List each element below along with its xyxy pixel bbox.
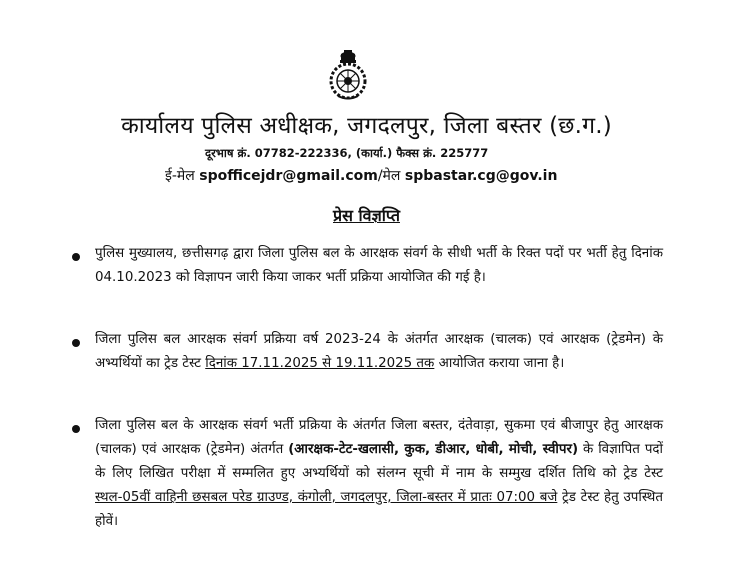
phone-fax-line: दूरभाष क्रं. 07782-222336, (कार्या.) फैक्स क्रं. 225777 [205,146,489,160]
bullet-3 [72,425,80,433]
paragraph-2 [95,328,663,376]
paragraph-2-text: जिला पुलिस बल आरक्षक संवर्ग प्रक्रिया वर्ष 2023-24 के अंतर्गत आरक्षक (चालक) एवं आरक्षक (ट्रेडमेन) के अभ्यर्थियों का ट्रेड टेस्ट [95,332,663,371]
paragraph-2-end: आयोजित कराया जाना है। [434,356,565,371]
press-release-heading: प्रेस विज्ञप्ति [333,206,400,225]
email-primary-link[interactable]: spofficejdr@gmail.com [199,168,378,184]
email-separator: /मेल [377,168,405,184]
test-venue: स्थल-05वीं वाहिनी छसबल परेड ग्राउण्ड, कंगोली, जगदलपुर, जिला-बस्तर में प्रातः 07:00 बजे [95,490,558,505]
paragraph-1: पुलिस मुख्यालय, छत्तीसगढ़ द्वारा जिला पुलिस बल के आरक्षक संवर्ग के सीधी भर्ती के रिक्त पदों पर भर्ती हेतु दिनांक 04.10.2023 को विज्ञापन जारी किया जाकर भर्ती प्रक्रिया आयोजित की गई है। [95,246,663,285]
paragraph-3-end: ट्रेड टेस्ट हेतु उपस्थित होवें। [95,490,663,529]
trade-list: (आरक्षक-टेट-खलासी, कुक, डीआर, धोबी, मोची, स्वीपर) [288,442,579,457]
email-prefix: ई-मेल [165,168,200,184]
email-secondary-link[interactable]: spbastar.cg@gov.in [404,168,558,184]
paragraph-3-text: जिला पुलिस बल के आरक्षक संवर्ग भर्ती प्रक्रिया के अंतर्गत जिला बस्तर, दंतेवाड़ा, सुकमा एवं बीजापुर हेतु आरक्षक (चालक) एवं आरक्षक (ट्रेडमेन) अंतर्गत [95,418,663,457]
office-title: कार्यालय पुलिस अधीक्षक, जगदलपुर, जिला बस्तर (छ.ग.) [121,113,612,139]
bullet-1 [72,253,80,261]
national-emblem-icon [324,48,372,102]
paragraph-3-middle: के विज्ञापित पदों के लिए लिखित परीक्षा में सम्मलित हुए अभ्यर्थियों को संलग्न सूची में नाम के सम्मुख दर्शित तिथि को ट्रेड टेस्ट [95,442,663,481]
bullet-2 [72,339,80,347]
paragraph-3 [95,414,663,534]
trade-test-dates: दिनांक 17.11.2025 से 19.11.2025 तक [205,356,435,371]
email-line [165,166,557,185]
